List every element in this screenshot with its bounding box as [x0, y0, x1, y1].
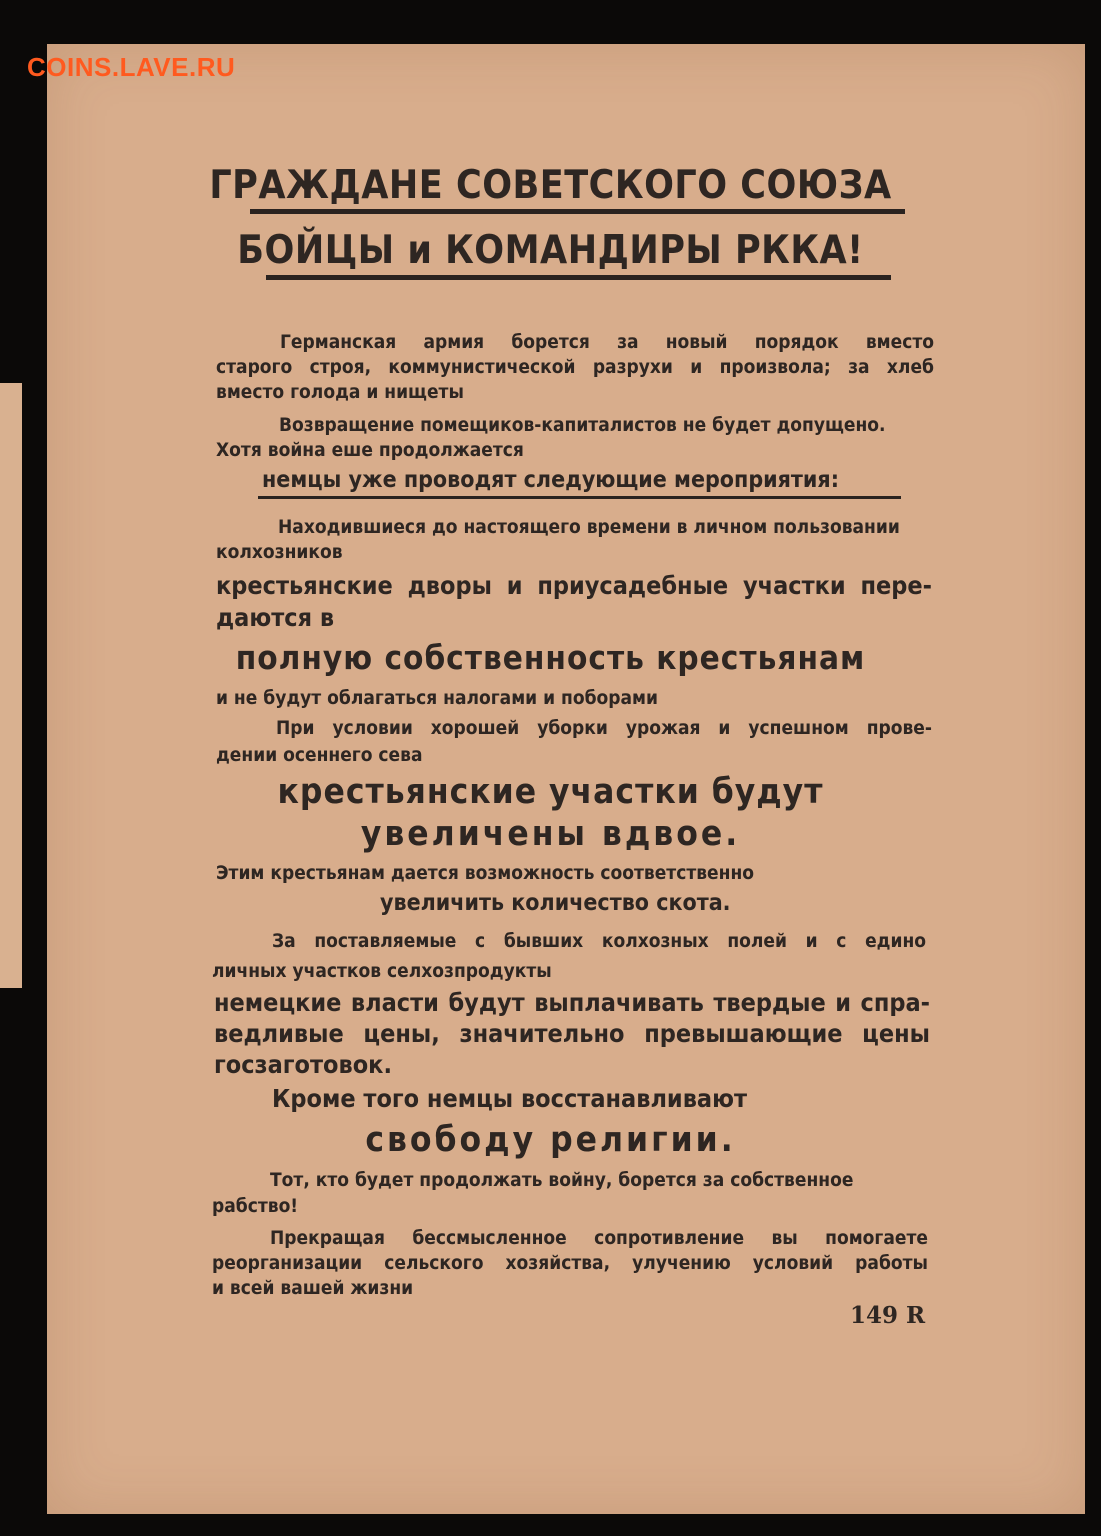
emphasis-line: полную собственность крестьянам	[235, 638, 866, 677]
text-line: Находившиеся до настоящего времени в личном пользовании	[278, 516, 900, 538]
text-line: личных участков селхозпродукты	[212, 960, 552, 982]
adjacent-sheet-edge	[0, 383, 22, 988]
text-line: При условии хорошей уборки урожая и успешном прове-	[276, 717, 932, 739]
title-underline-2	[266, 275, 891, 280]
text-line: Этим крестьянам дается возможность соответственно	[216, 862, 755, 884]
text-line: реорганизации сельского хозяйства, улучению условий работы	[212, 1252, 928, 1274]
text-line: За поставляемые с бывших колхозных полей и с едино	[272, 930, 926, 952]
text-line: даются в	[216, 603, 335, 632]
emphasis-line: крестьянские участки будут	[277, 772, 824, 812]
text-line: Хотя война еше продолжается	[216, 439, 524, 461]
text-line: Возвращение помещиков-капиталистов не будет допущено.	[279, 414, 886, 436]
emphasis-line: увеличены вдвое.	[360, 814, 741, 854]
text-line: вместо голода и нищеты	[216, 381, 464, 403]
text-line: немецкие власти будут выплачивать твердые и спра-	[214, 988, 930, 1017]
text-line: увеличить количество скота.	[380, 890, 731, 916]
text-line: и не будут облагаться налогами и поборами	[216, 687, 658, 709]
text-line: крестьянские дворы и приусадебные участки пере-	[216, 571, 932, 600]
text-line: госзаготовок.	[214, 1050, 392, 1079]
title-underline-1	[250, 209, 905, 214]
subheading-underline	[258, 496, 901, 499]
text-line: Германская армия борется за новый порядок вместо	[280, 331, 934, 353]
text-line: дении осеннего сева	[216, 744, 423, 766]
text-line: и всей вашей жизни	[212, 1277, 414, 1299]
emphasis-line: свободу религии.	[365, 1120, 736, 1160]
watermark: COINS.LAVE.RU	[27, 52, 236, 82]
text-line: Тот, кто будет продолжать войну, борется за собственное	[270, 1169, 854, 1191]
title-line-2: БОЙЦЫ и КОМАНДИРЫ РККА!	[237, 228, 864, 273]
leaflet-code: 149 R	[850, 1302, 926, 1329]
text-line: Кроме того немцы восстанавливают	[272, 1084, 747, 1113]
subheading: немцы уже проводят следующие мероприятия:	[262, 467, 839, 493]
text-line: ведливые цены, значительно превышающие цены	[214, 1019, 930, 1048]
text-line: рабство!	[212, 1195, 299, 1217]
text-line: Прекращая бессмысленное сопротивление вы помогаете	[270, 1227, 928, 1249]
text-line: колхозников	[216, 541, 343, 563]
text-line: старого строя, коммунистической разрухи и произвола; за хлеб	[216, 356, 934, 378]
title-line-1: ГРАЖДАНЕ СОВЕТСКОГО СОЮЗА	[209, 163, 892, 208]
